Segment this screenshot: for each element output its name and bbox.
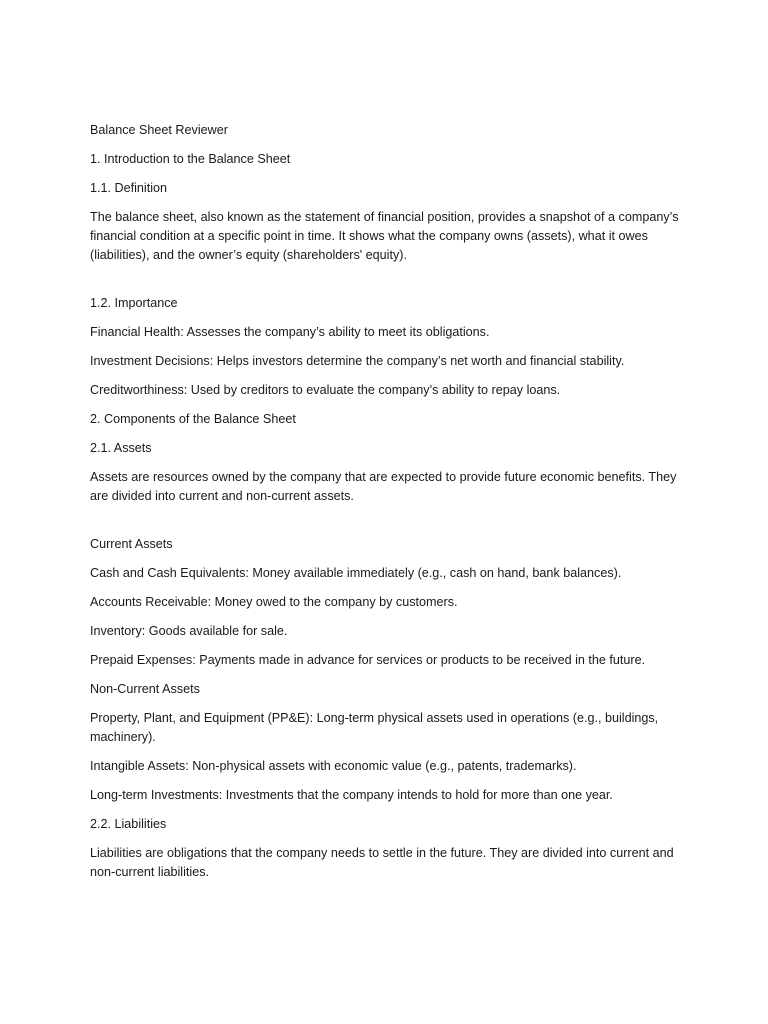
non-current-asset-intangible: Intangible Assets: Non-physical assets with economic value (e.g., patents, trademarks). (90, 759, 577, 773)
heading-non-current-assets: Non-Current Assets (90, 682, 200, 696)
heading-current-assets: Current Assets (90, 537, 173, 551)
importance-item-creditworthiness: Creditworthiness: Used by creditors to evaluate the company’s ability to repay loans. (90, 383, 561, 397)
blank-line (90, 275, 690, 294)
current-asset-inventory: Inventory: Goods available for sale. (90, 624, 288, 638)
non-current-asset-investments: Long-term Investments: Investments that the company intends to hold for more than one year. (90, 788, 613, 802)
subsection-heading-definition: 1.1. Definition (90, 181, 168, 195)
current-asset-prepaid: Prepaid Expenses: Payments made in advance for services or products to be received in the future. (90, 653, 646, 667)
liabilities-paragraph: Liabilities are obligations that the company needs to settle in the future. They are divided into current and non-current liabilities. (90, 846, 674, 879)
section-heading-introduction: 1. Introduction to the Balance Sheet (90, 152, 291, 166)
document-title: Balance Sheet Reviewer (90, 123, 228, 137)
subsection-heading-assets: 2.1. Assets (90, 441, 152, 455)
non-current-asset-ppe: Property, Plant, and Equipment (PP&E): Long-term physical assets used in operations (e.g., buildings, machinery). (90, 711, 659, 744)
definition-paragraph: The balance sheet, also known as the statement of financial position, provides a snapshot of a company’s financial condition at a specific point in time. It shows what the company owns (assets), what it owes (liabilities), and the owner’s equity (shareholders' equity). (90, 210, 679, 262)
subsection-heading-liabilities: 2.2. Liabilities (90, 817, 167, 831)
current-asset-receivables: Accounts Receivable: Money owed to the company by customers. (90, 595, 458, 609)
subsection-heading-importance: 1.2. Importance (90, 296, 178, 310)
section-heading-components: 2. Components of the Balance Sheet (90, 412, 296, 426)
blank-line (90, 516, 690, 535)
importance-item-financial-health: Financial Health: Assesses the company’s ability to meet its obligations. (90, 325, 490, 339)
current-asset-cash: Cash and Cash Equivalents: Money available immediately (e.g., cash on hand, bank balances). (90, 566, 622, 580)
assets-paragraph: Assets are resources owned by the company that are expected to provide future economic benefits. They are divided into current and non-current assets. (90, 470, 677, 503)
document-body (90, 121, 690, 892)
importance-item-investment-decisions: Investment Decisions: Helps investors determine the company’s net worth and financial stability. (90, 354, 625, 368)
